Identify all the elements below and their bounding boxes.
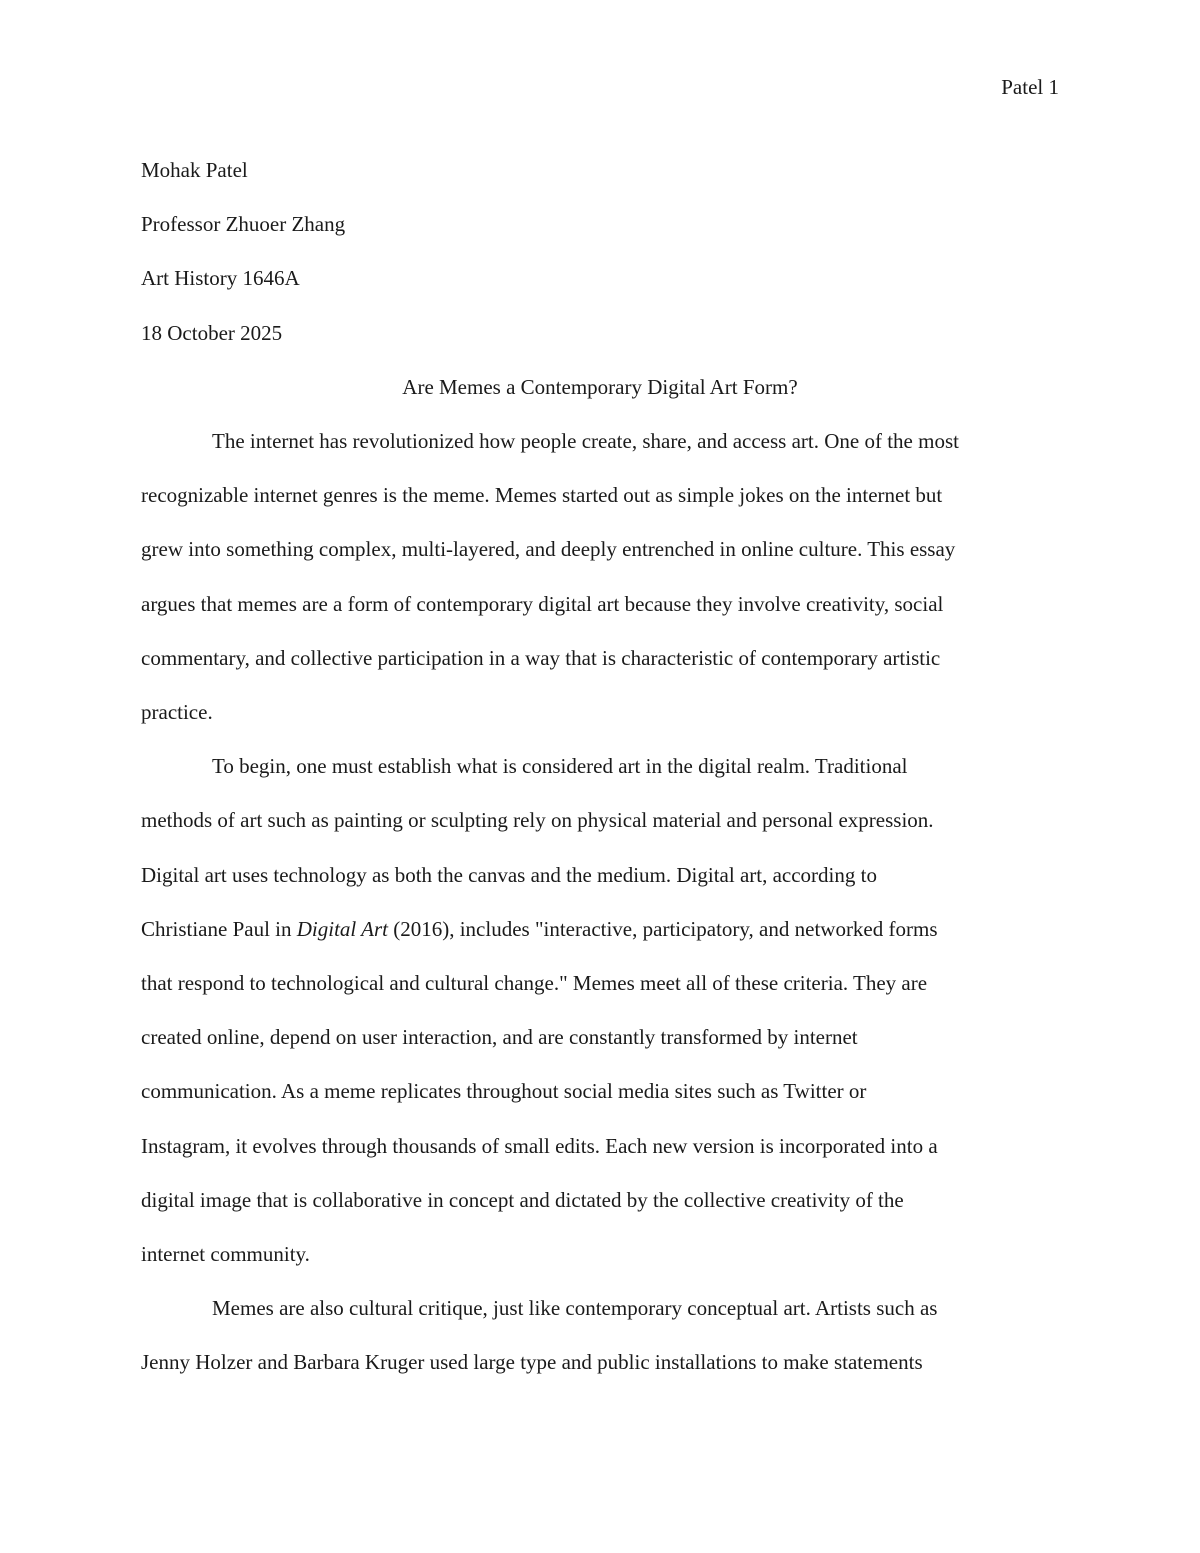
- paragraph-line: commentary, and collective participation in a way that is characteristic of contemporary artistic: [141, 645, 941, 670]
- paragraph-line: methods of art such as painting or sculpting rely on physical material and personal expression.: [141, 808, 934, 833]
- citation-line: [141, 902, 1059, 956]
- essay-title: Are Memes a Contemporary Digital Art Form?: [402, 374, 798, 399]
- paragraph-line: created online, depend on user interaction, and are constantly transformed by internet: [141, 1025, 858, 1050]
- document-body: [141, 143, 1059, 1390]
- paragraph-line: that respond to technological and cultural change." Memes meet all of these criteria. They are: [141, 971, 928, 996]
- paragraph-line: argues that memes are a form of contemporary digital art because they involve creativity, social: [141, 591, 944, 616]
- paragraph-line: To begin, one must establish what is considered art in the digital realm. Traditional: [212, 754, 908, 779]
- paragraph-line: recognizable internet genres is the meme. Memes started out as simple jokes on the internet but: [141, 483, 943, 508]
- paragraph-line: digital image that is collaborative in concept and dictated by the collective creativity of the: [141, 1187, 904, 1212]
- paragraph-line: communication. As a meme replicates throughout social media sites such as Twitter or: [141, 1079, 867, 1104]
- citation-after: (2016), includes "interactive, participatory, and networked forms: [387, 916, 938, 941]
- paragraph-line: The internet has revolutionized how people create, share, and access art. One of the most: [212, 429, 959, 454]
- paragraph-line: grew into something complex, multi-layered, and deeply entrenched in online culture. This essay: [141, 537, 956, 562]
- paragraph-line: practice.: [141, 700, 213, 725]
- professor-name: Professor Zhuoer Zhang: [141, 212, 346, 237]
- paragraph-2: [141, 739, 1059, 1281]
- running-head: Patel 1: [1001, 75, 1059, 99]
- citation-before: Christiane Paul in: [141, 916, 297, 941]
- paragraph-line: Memes are also cultural critique, just like contemporary conceptual art. Artists such as: [212, 1296, 938, 1321]
- paragraph-line: Jenny Holzer and Barbara Kruger used large type and public installations to make statements: [141, 1350, 923, 1375]
- paragraph-line: Digital art uses technology as both the canvas and the medium. Digital art, according to: [141, 862, 877, 887]
- course-name: Art History 1646A: [141, 266, 300, 291]
- paragraph-1: [141, 414, 1059, 739]
- paragraph-line: Instagram, it evolves through thousands of small edits. Each new version is incorporated into a: [141, 1133, 938, 1158]
- paragraph-3: [141, 1281, 1059, 1389]
- date: 18 October 2025: [141, 320, 283, 345]
- paragraph-line: internet community.: [141, 1242, 310, 1267]
- student-name: Mohak Patel: [141, 158, 248, 182]
- cited-work-title: Digital Art: [296, 916, 388, 941]
